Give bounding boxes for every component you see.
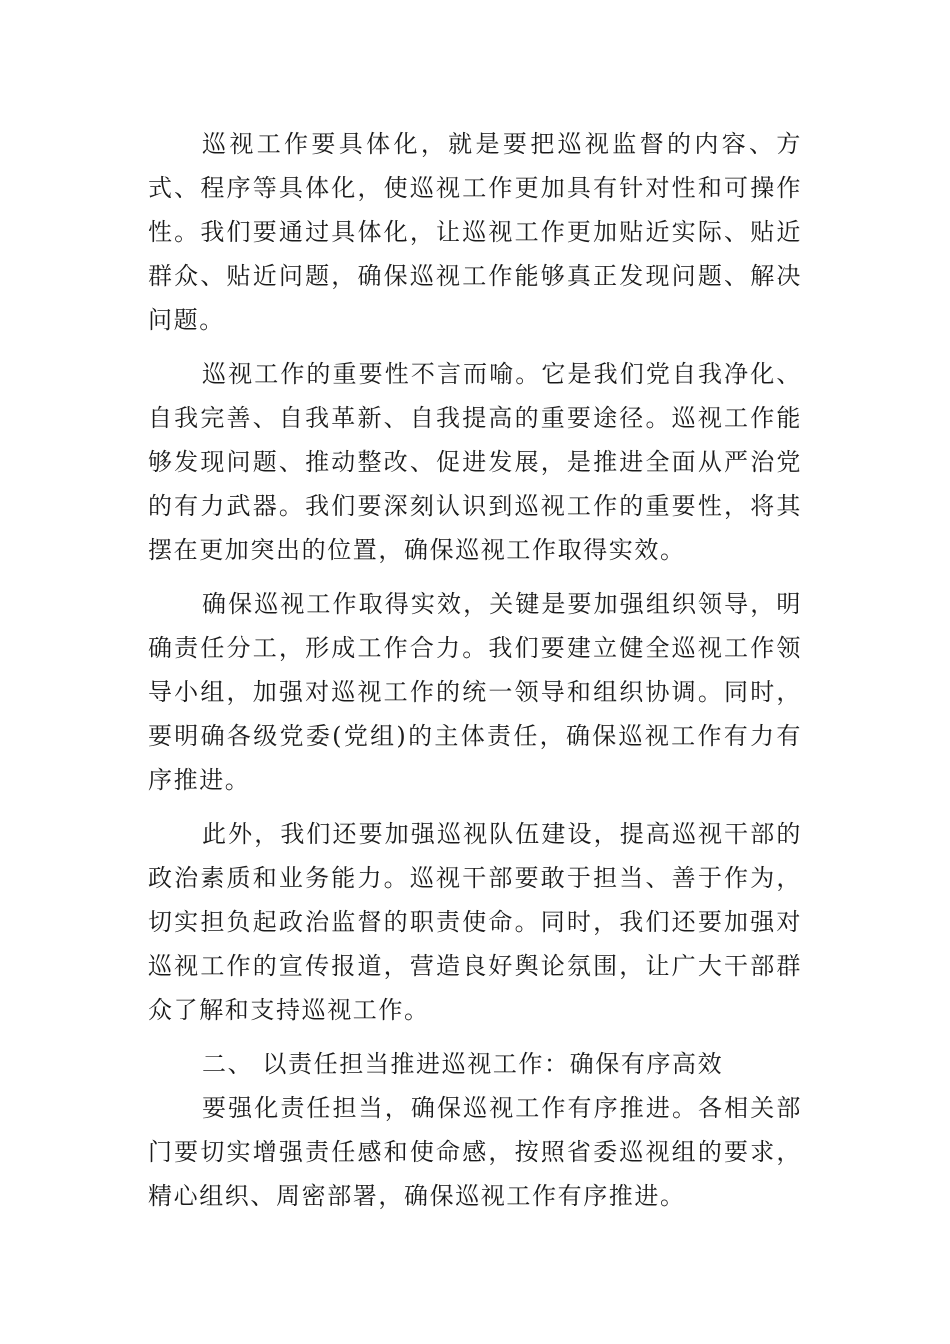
section-heading: 二、 以责任担当推进巡视工作：确保有序高效: [202, 1050, 724, 1078]
paragraph-2: 巡视工作的重要性不言而喻。它是我们党自我净化、自我完善、自我革新、自我提高的重要途径。巡视工作能够发现问题、推动整改、促进发展，是推进全面从严治党的有力武器。我们要深刻认识到巡视工作的重要性，将其摆在更加突出的位置，确保巡视工作取得实效。: [148, 360, 802, 564]
paragraph-4: 此外，我们还要加强巡视队伍建设，提高巡视干部的政治素质和业务能力。巡视干部要敢于担当、善于作为，切实担负起政治监督的职责使命。同时，我们还要加强对巡视工作的宣传报道，营造良好舆论氛围，让广大干部群众了解和支持巡视工作。: [148, 820, 802, 1024]
paragraph-gap: [148, 342, 802, 352]
paragraph-5: 要强化责任担当，确保巡视工作有序推进。各相关部门要切实增强责任感和使命感，按照省委巡视组的要求，精心组织、周密部署，确保巡视工作有序推进。: [148, 1094, 802, 1210]
paragraph-gap: [148, 1032, 802, 1042]
document-page: [148, 122, 802, 1218]
paragraph-3: 确保巡视工作取得实效，关键是要加强组织领导，明确责任分工，形成工作合力。我们要建立健全巡视工作领导小组，加强对巡视工作的统一领导和组织协调。同时，要明确各级党委(党组)的主体责任，确保巡视工作有力有序推进。: [148, 590, 802, 794]
paragraph-gap: [148, 572, 802, 582]
paragraph-gap: [148, 802, 802, 812]
paragraph-1: 巡视工作要具体化，就是要把巡视监督的内容、方式、程序等具体化，使巡视工作更加具有针对性和可操作性。我们要通过具体化，让巡视工作更加贴近实际、贴近群众、贴近问题，确保巡视工作能够真正发现问题、解决问题。: [148, 130, 802, 334]
